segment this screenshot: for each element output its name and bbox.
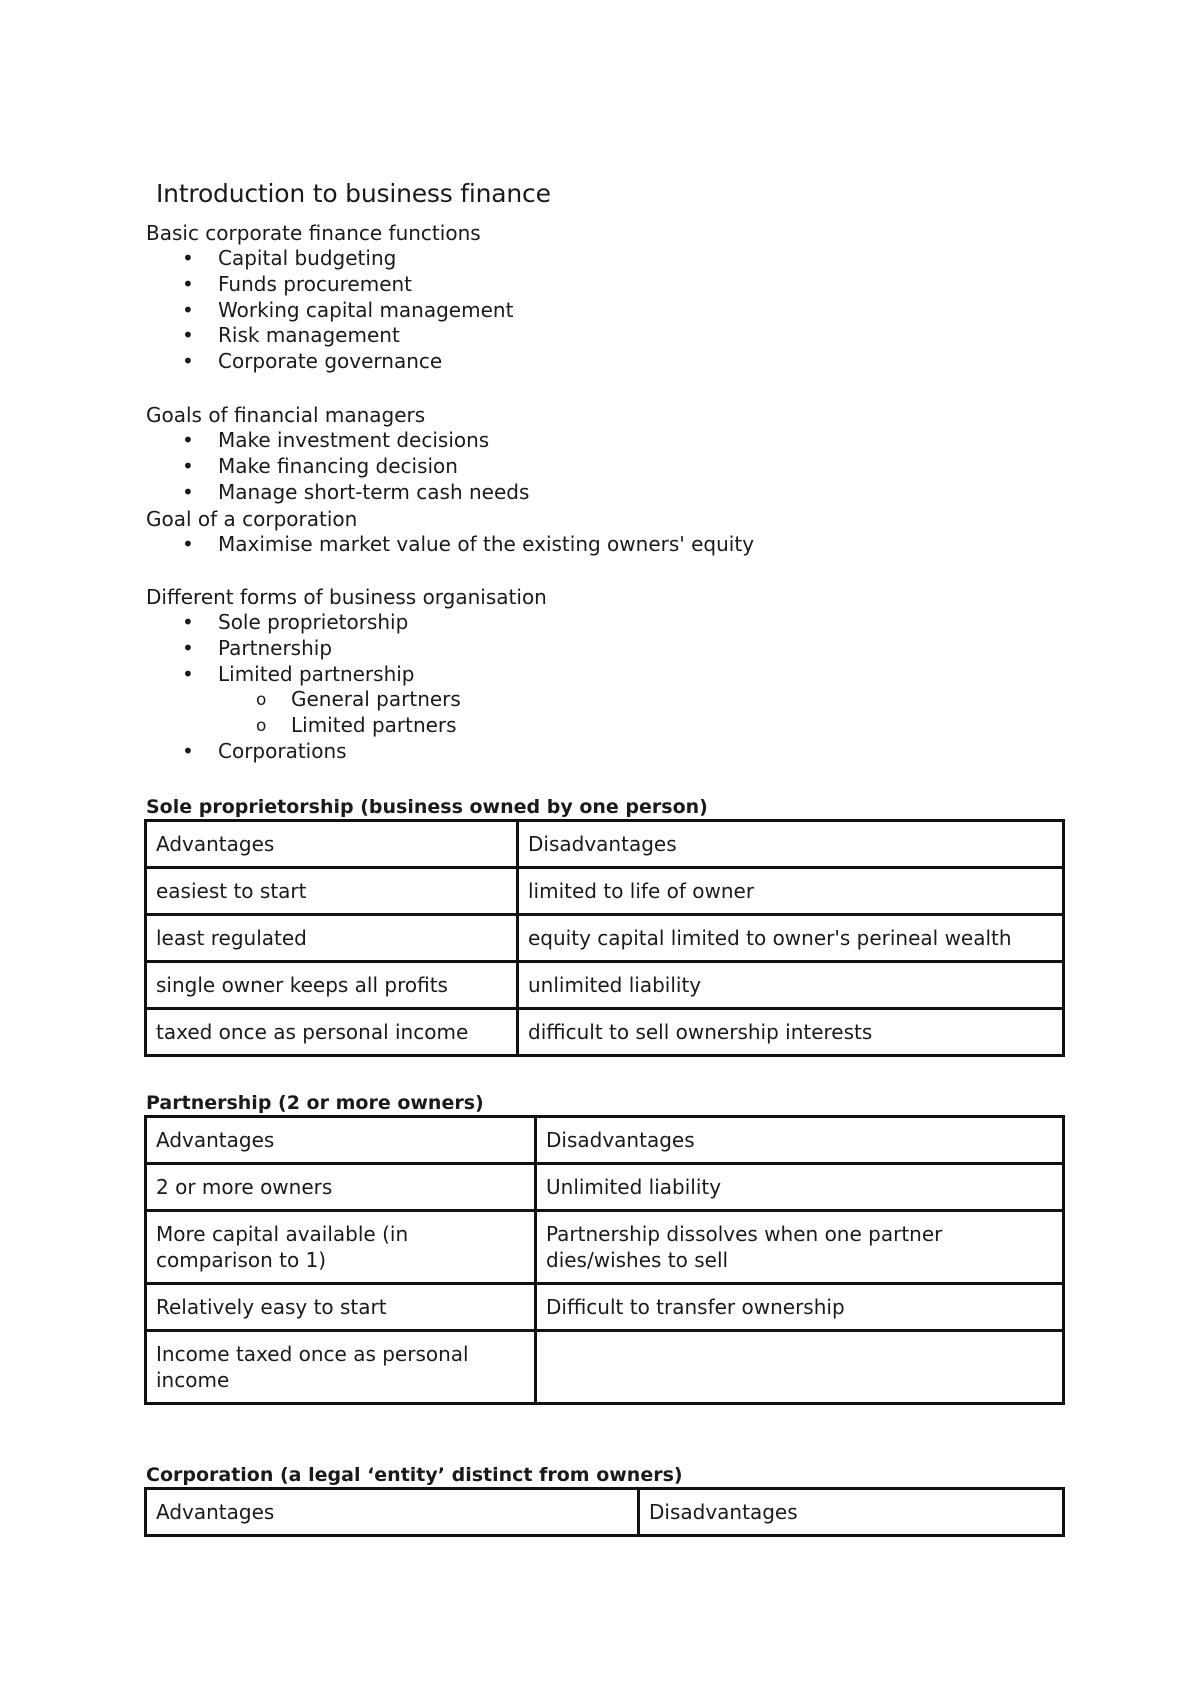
- table-cell: 2 or more owners: [146, 1164, 536, 1211]
- table-header-cell: Disadvantages: [536, 1117, 1064, 1164]
- goals-managers-list: [146, 428, 529, 505]
- list-item: • Partnership: [146, 636, 461, 662]
- table-header-cell: Disadvantages: [639, 1489, 1064, 1536]
- goal-corporation-list: [146, 532, 754, 558]
- table-cell: difficult to sell ownership interests: [518, 1009, 1064, 1056]
- list-item: • Funds procurement: [146, 272, 513, 298]
- table-cell: taxed once as personal income: [146, 1009, 518, 1056]
- list-item: • Risk management: [146, 323, 513, 349]
- list-item: • Make financing decision: [146, 454, 529, 480]
- table-cell: More capital available (in comparison to 1): [146, 1211, 536, 1284]
- table-header-cell: Advantages: [146, 1489, 639, 1536]
- business-forms-list: [146, 610, 461, 765]
- document-title: Introduction to business finance: [156, 179, 551, 208]
- sole-proprietorship-heading: Sole proprietorship (business owned by one person): [146, 796, 708, 818]
- partnership-heading: Partnership (2 or more owners): [146, 1092, 484, 1114]
- table-cell: Relatively easy to start: [146, 1284, 536, 1331]
- table-header-cell: Disadvantages: [518, 821, 1064, 868]
- table-cell: [536, 1331, 1064, 1404]
- list-item: • Maximise market value of the existing owners' equity: [146, 532, 754, 558]
- table-row: [146, 1009, 1064, 1056]
- list-item: • Sole proprietorship: [146, 610, 461, 636]
- table-header-cell: Advantages: [146, 1117, 536, 1164]
- section-heading-goal-corporation: Goal of a corporation: [146, 507, 358, 531]
- table-cell: Income taxed once as personal income: [146, 1331, 536, 1404]
- list-item: • Capital budgeting: [146, 246, 513, 272]
- section-heading-finance-functions: Basic corporate finance functions: [146, 221, 481, 245]
- table-row: [146, 1211, 1064, 1284]
- list-item: • Manage short-term cash needs: [146, 480, 529, 506]
- table-cell: Partnership dissolves when one partner dies/wishes to sell: [536, 1211, 1064, 1284]
- list-item: • Make investment decisions: [146, 428, 529, 454]
- table-cell: limited to life of owner: [518, 868, 1064, 915]
- table-cell: easiest to start: [146, 868, 518, 915]
- section-heading-business-forms: Different forms of business organisation: [146, 585, 547, 609]
- sole-proprietorship-table: [144, 819, 1065, 1057]
- table-cell: Difficult to transfer ownership: [536, 1284, 1064, 1331]
- corporation-table: [144, 1487, 1065, 1537]
- corporation-heading: Corporation (a legal ‘entity’ distinct from owners): [146, 1464, 683, 1486]
- finance-functions-list: [146, 246, 513, 375]
- table-cell: Unlimited liability: [536, 1164, 1064, 1211]
- table-header-cell: Advantages: [146, 821, 518, 868]
- list-item: • Limited partnership: [146, 662, 461, 688]
- table-row: [146, 1284, 1064, 1331]
- table-row: [146, 1164, 1064, 1211]
- partnership-table: [144, 1115, 1065, 1405]
- sub-list-item: o General partners: [146, 687, 461, 713]
- table-header-row: [146, 1117, 1064, 1164]
- table-row: [146, 868, 1064, 915]
- table-row: [146, 915, 1064, 962]
- table-cell: least regulated: [146, 915, 518, 962]
- sub-list-item: o Limited partners: [146, 713, 461, 739]
- list-item: • Corporate governance: [146, 349, 513, 375]
- table-cell: equity capital limited to owner's perineal wealth: [518, 915, 1064, 962]
- table-cell: unlimited liability: [518, 962, 1064, 1009]
- table-row: [146, 962, 1064, 1009]
- list-item: • Working capital management: [146, 298, 513, 324]
- table-cell: single owner keeps all profits: [146, 962, 518, 1009]
- list-item: • Corporations: [146, 739, 461, 765]
- table-row: [146, 1331, 1064, 1404]
- table-header-row: [146, 821, 1064, 868]
- table-header-row: [146, 1489, 1064, 1536]
- section-heading-goals-managers: Goals of financial managers: [146, 403, 426, 427]
